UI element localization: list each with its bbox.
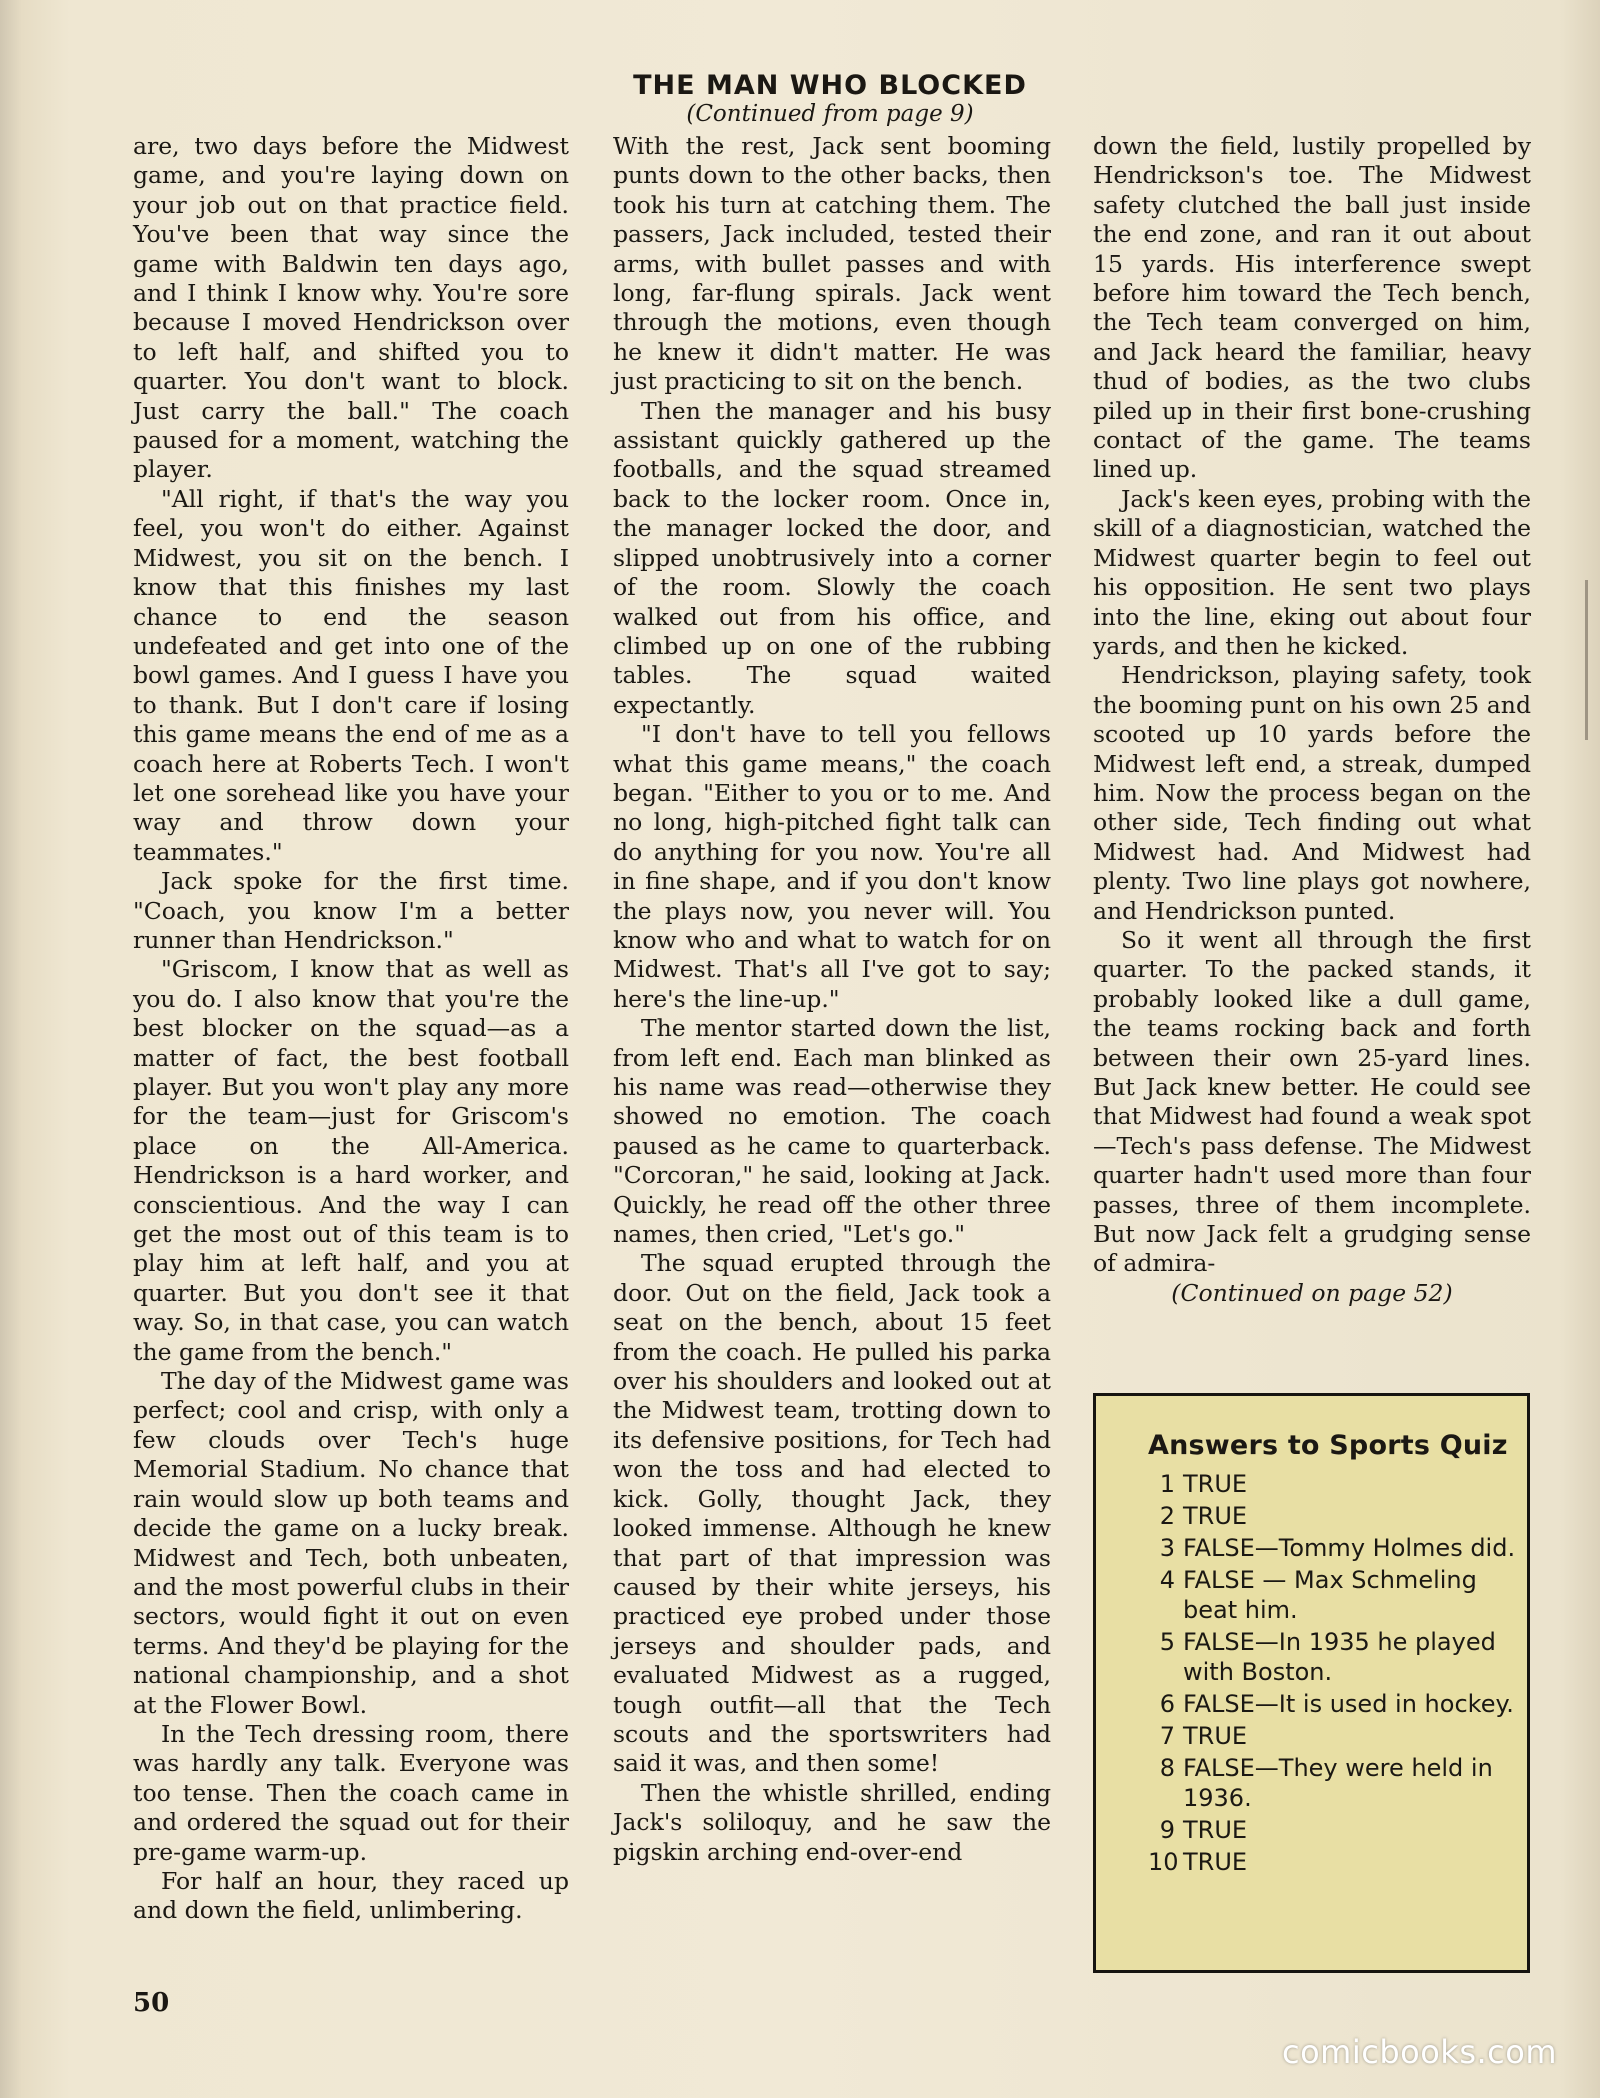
- continued-from-note: (Continued from page 9): [686, 101, 974, 127]
- paragraph: With the rest, Jack sent booming punts down to the other backs, then took his turn at catching them. The passers, Jack included, tested their arms, with bullet passes and with long, far-flung spirals. Jack went through the motions, even though he knew it didn't matter. He was just practicing to sit on the bench.: [613, 132, 1051, 396]
- paragraph: Hendrickson, playing safety, took the booming punt on his own 25 and scooted up 10 yards before the Midwest left end, a streak, dumped him. Now the process began on the other side, Tech finding out what Midwest had. And Midwest had plenty. Two line plays got nowhere, and Hendrickson punted.: [1093, 661, 1531, 925]
- quiz-answer-text: FALSE—Tommy Holmes did.: [1183, 1534, 1516, 1562]
- quiz-answer-number: 3: [1159, 1534, 1175, 1562]
- text-column-2: [613, 132, 1051, 1867]
- paragraph: "Griscom, I know that as well as you do. I also know that you're the best blocker on the squad—as a matter of fact, the best football player. But you won't play any more for the team—just for Griscom's place on the All-America. Hendrickson is a hard worker, and conscientious. And the way I can get the most out of this team is to play him at left half, and you at quarter. But you don't see it that way. So, in that case, you can watch the game from the bench.": [133, 955, 569, 1366]
- paragraph: For half an hour, they raced up and down the field, unlimbering.: [133, 1866, 569, 1925]
- quiz-answer: [1148, 1721, 1527, 1751]
- quiz-title: Answers to Sports Quiz: [1148, 1430, 1508, 1461]
- page-number: 50: [133, 1988, 170, 2018]
- quiz-answer-text: TRUE: [1183, 1502, 1248, 1530]
- quiz-answer: [1148, 1565, 1527, 1625]
- quiz-answer-text: TRUE: [1183, 1848, 1248, 1876]
- quiz-answer-text: FALSE — Max Schmeling beat him.: [1183, 1566, 1477, 1624]
- sports-quiz-answers-box: [1093, 1393, 1530, 1973]
- quiz-answer-number: 1: [1159, 1470, 1175, 1498]
- quiz-answer: [1148, 1689, 1527, 1719]
- paragraph: "I don't have to tell you fellows what this game means," the coach began. "Either to you or to me. And no long, high-pitched fight talk can do anything for you now. You're all in fine shape, and if you don't know the plays now, you never will. You know who and what to watch for on Midwest. That's all I've got to say; here's the line-up.": [613, 720, 1051, 1013]
- quiz-answer: [1148, 1533, 1527, 1563]
- quiz-answer-text: TRUE: [1183, 1470, 1248, 1498]
- paragraph: are, two days before the Midwest game, and you're laying down on your job out on that practice field. You've been that way since the game with Baldwin ten days ago, and I think I know why. You're sore because I moved Hendrickson over to left half, and shifted you to quarter. You don't want to block. Just carry the ball." The coach paused for a moment, watching the player.: [133, 132, 569, 484]
- paragraph: Jack spoke for the first time. "Coach, you know I'm a better runner than Hendrickson.": [133, 867, 569, 954]
- quiz-answer-number: 10: [1148, 1848, 1179, 1876]
- paragraph: "All right, if that's the way you feel, you won't do either. Against Midwest, you sit on the bench. I know that this finishes my last chance to end the season undefeated and get into one of the bowl games. And I guess I have you to thank. But I don't care if losing this game means the end of me as a coach here at Roberts Tech. I won't let one sorehead like you have your way and throw down your teammates.": [133, 484, 569, 866]
- text-column-1: [133, 132, 569, 1926]
- quiz-answer-text: FALSE—In 1935 he played with Boston.: [1183, 1628, 1496, 1686]
- quiz-answer-number: 7: [1159, 1722, 1175, 1750]
- paragraph: In the Tech dressing room, there was hardly any talk. Everyone was too tense. Then the coach came in and ordered the squad out for their pre-game warm-up.: [133, 1719, 569, 1866]
- paragraph: The day of the Midwest game was perfect; cool and crisp, with only a few clouds over Tech's huge Memorial Stadium. No chance that rain would slow up both teams and decide the game on a lucky break. Midwest and Tech, both unbeaten, and the most powerful clubs in their sectors, would fight it out on even terms. And they'd be playing for the national championship, and a shot at the Flower Bowl.: [133, 1367, 569, 1719]
- paragraph: The squad erupted through the door. Out on the field, Jack took a seat on the bench, about 15 feet from the coach. He pulled his parka over his shoulders and looked out at the Midwest team, trotting down to its defensive positions, for Tech had won the toss and had elected to kick. Golly, thought Jack, they looked immense. Although he knew that part of that impression was caused by their white jerseys, his practiced eye probed under those jerseys and shoulder pads, and evaluated Midwest as a rugged, tough outfit—all that the Tech scouts and the sportswriters had said it was, and then some!: [613, 1249, 1051, 1778]
- quiz-answer: [1148, 1501, 1527, 1531]
- quiz-answer: [1148, 1753, 1527, 1813]
- quiz-answer-number: 6: [1159, 1690, 1175, 1718]
- quiz-answer-number: 8: [1159, 1754, 1175, 1782]
- quiz-answer: [1148, 1847, 1527, 1877]
- quiz-answer-text: FALSE—It is used in hockey.: [1183, 1690, 1514, 1718]
- page-edge-shadow: [1585, 580, 1588, 740]
- paragraph: Then the manager and his busy assistant quickly gathered up the footballs, and the squad streamed back to the locker room. Once in, the manager locked the door, and slipped unobtrusively into a corner of the room. Slowly the coach walked out from his office, and climbed up on one of the rubbing tables. The squad waited expectantly.: [613, 396, 1051, 719]
- paragraph: down the field, lustily propelled by Hendrickson's toe. The Midwest safety clutched the ball just inside the end zone, and ran it out about 15 yards. His interference swept before him toward the Tech bench, the Tech team converged on him, and Jack heard the familiar, heavy thud of bodies, as the two clubs piled up in their first bone-crushing contact of the game. The teams lined up.: [1093, 132, 1531, 484]
- story-title: THE MAN WHO BLOCKED: [633, 70, 1027, 101]
- paragraph: So it went all through the first quarter. To the packed stands, it probably looked like a dull game, the teams rocking back and forth between their own 25-yard lines. But Jack knew better. He could see that Midwest had found a weak spot—Tech's pass defense. The Midwest quarter hadn't used more than four passes, three of them incomplete. But now Jack felt a grudging sense of admira-: [1093, 925, 1531, 1278]
- quiz-answer-text: TRUE: [1183, 1722, 1248, 1750]
- paragraph: Jack's keen eyes, probing with the skill of a diagnostician, watched the Midwest quarter begin to feel out his opposition. He sent two plays into the line, eking out about four yards, and then he kicked.: [1093, 484, 1531, 660]
- watermark: comicbooks.com: [1282, 2033, 1558, 2071]
- quiz-answer-number: 4: [1159, 1566, 1175, 1594]
- quiz-answer-number: 2: [1159, 1502, 1175, 1530]
- paragraph: Then the whistle shrilled, ending Jack's soliloquy, and he saw the pigskin arching end-over-end: [613, 1778, 1051, 1866]
- quiz-answer-text: TRUE: [1183, 1816, 1248, 1844]
- continued-on-note: (Continued on page 52): [1171, 1278, 1453, 1307]
- quiz-answer-number: 5: [1159, 1628, 1175, 1656]
- text-column-3: [1093, 132, 1531, 1308]
- quiz-answer: [1148, 1469, 1527, 1499]
- quiz-answer-text: FALSE—They were held in 1936.: [1183, 1754, 1493, 1812]
- quiz-answer: [1148, 1815, 1527, 1845]
- quiz-answer-number: 9: [1159, 1816, 1175, 1844]
- paragraph: The mentor started down the list, from left end. Each man blinked as his name was read—otherwise they showed no emotion. The coach paused as he came to quarterback. "Corcoran," he said, looking at Jack. Quickly, he read off the other three names, then cried, "Let's go.": [613, 1014, 1051, 1249]
- quiz-answer: [1148, 1627, 1527, 1687]
